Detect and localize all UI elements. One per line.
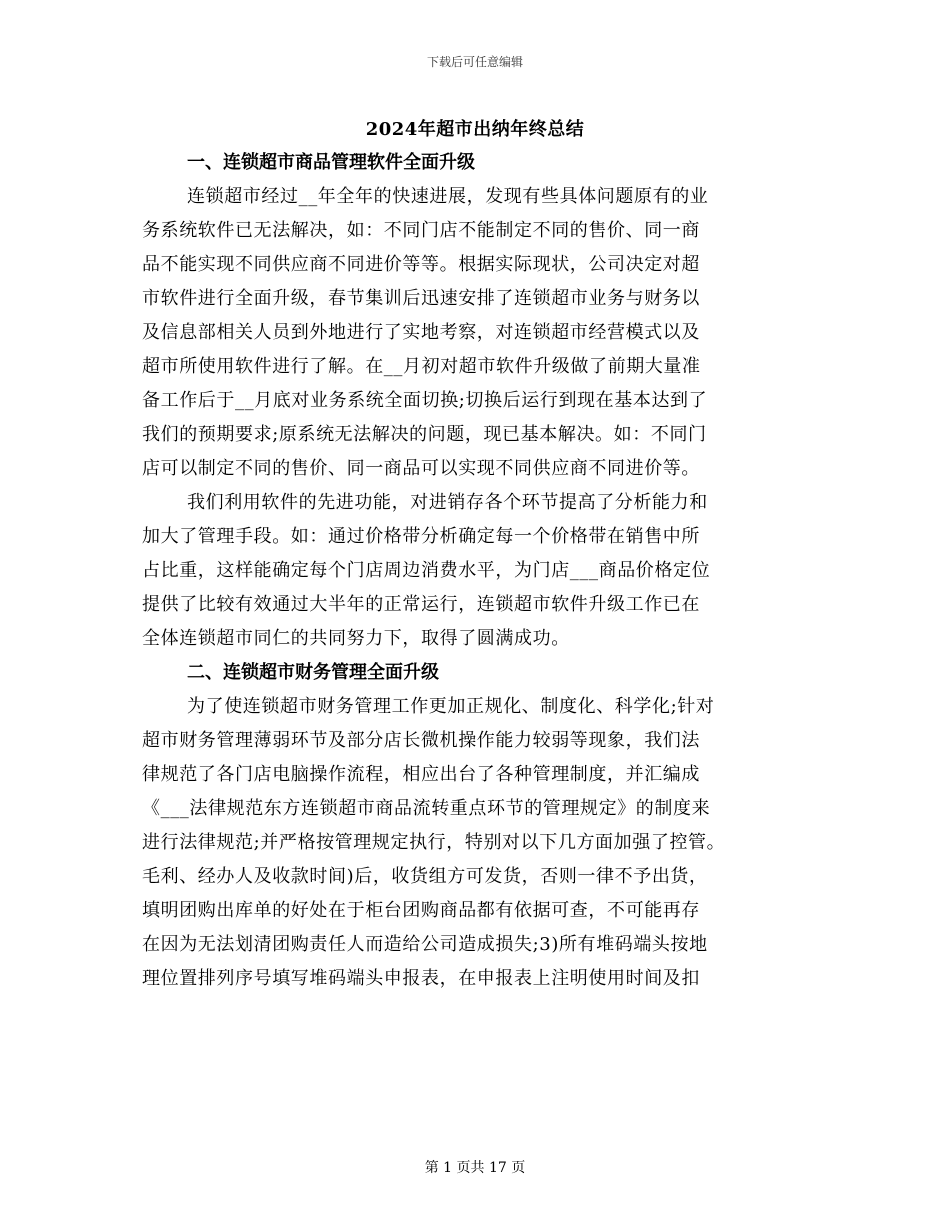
paragraph-line: 超市财务管理薄弱环节及部分店长微机操作能力较弱等现象，我们法 (142, 730, 700, 751)
paragraph-line: 全体连锁超市同仁的共同努力下，取得了圆满成功。 (142, 628, 570, 649)
paragraph-line: 加大了管理手段。如：通过价格带分析确定每一个价格带在销售中所 (142, 526, 700, 547)
paragraph-line: 连锁超市经过__年全年的快速进展，发现有些具体问题原有的业 (187, 186, 709, 207)
page-number-footer: 第 1 页共 17 页 (424, 1160, 526, 1176)
document-body (142, 146, 832, 996)
paragraph-line: 备工作后于__月底对业务系统全面切换;切换后运行到现在基本达到了 (142, 390, 708, 411)
paragraph-line: 在因为无法划清团购责任人而造给公司造成损失;3)所有堆码端头按地 (142, 934, 708, 955)
paragraph-line: 为了使连锁超市财务管理工作更加正规化、制度化、科学化;针对 (187, 696, 715, 717)
paragraph-line: 务系统软件已无法解决，如：不同门店不能制定不同的售价、同一商 (142, 220, 700, 241)
section-heading: 一、连锁超市商品管理软件全面升级 (187, 152, 475, 173)
paragraph-line: 市软件进行全面升级，春节集训后迅速安排了连锁超市业务与财务以 (142, 288, 700, 309)
paragraph-line: 律规范了各门店电脑操作流程，相应出台了各种管理制度，并汇编成 (142, 764, 700, 785)
paragraph-line: 及信息部相关人员到外地进行了实地考察，对连锁超市经营模式以及 (142, 322, 700, 343)
section-heading: 二、连锁超市财务管理全面升级 (187, 662, 439, 683)
document-title: 2024年超市出纳年终总结 (365, 119, 585, 140)
paragraph-line: 我们利用软件的先进功能，对进销存各个环节提高了分析能力和 (187, 492, 708, 513)
paragraph-line: 超市所使用软件进行了解。在__月初对超市软件升级做了前期大量准 (142, 356, 701, 377)
paragraph-line: 理位置排列序号填写堆码端头申报表，在申报表上注明使用时间及扣 (142, 968, 700, 989)
paragraph-line: 《___法律规范东方连锁超市商品流转重点环节的管理规定》的制度来 (142, 798, 711, 819)
header-note: 下载后可任意编辑 (426, 55, 523, 69)
paragraph-line: 提供了比较有效通过大半年的正常运行，连锁超市软件升级工作已在 (142, 594, 700, 615)
paragraph-line: 毛利、经办人及收款时间)后，收货组方可发货，否则一律不予出货， (142, 866, 708, 887)
paragraph-line: 占比重，这样能确定每个门店周边消费水平，为门店___商品价格定位 (142, 560, 711, 581)
paragraph-line: 品不能实现不同供应商不同进价等等。根据实际现状，公司决定对超 (142, 254, 700, 275)
paragraph-line: 进行法律规范;并严格按管理规定执行，特别对以下几方面加强了控管。 (142, 832, 726, 853)
paragraph-line: 填明团购出库单的好处在于柜台团购商品都有依据可查，不可能再存 (142, 900, 700, 921)
paragraph-line: 店可以制定不同的售价、同一商品可以实现不同供应商不同进价等。 (142, 458, 700, 479)
paragraph-line: 我们的预期要求;原系统无法解决的问题，现已基本解决。如：不同门 (142, 424, 707, 445)
